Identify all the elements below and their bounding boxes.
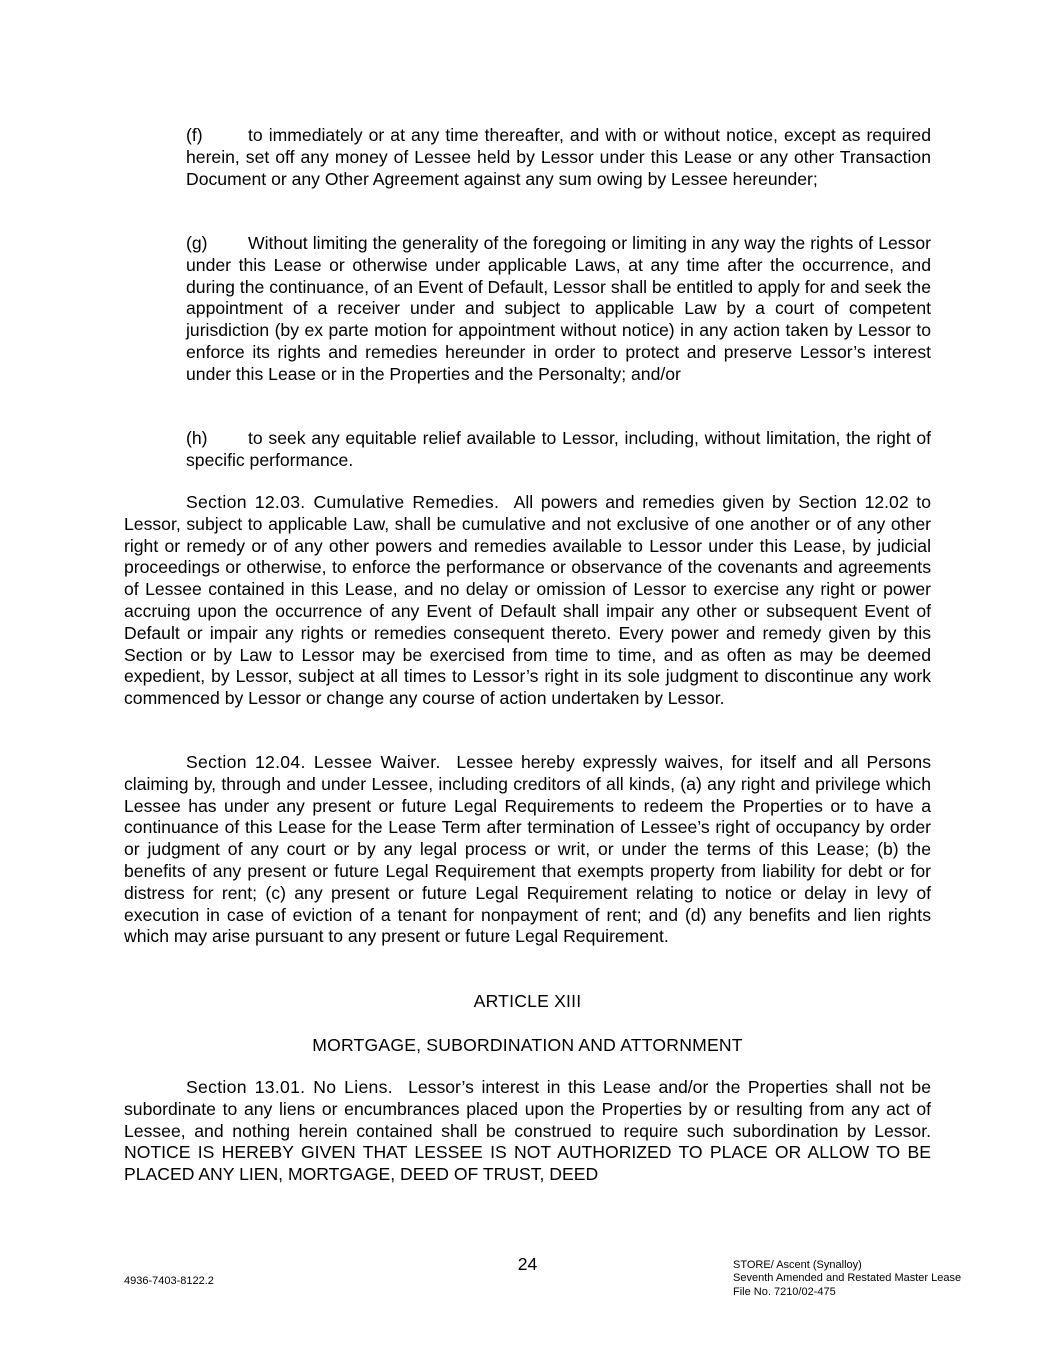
footer-line-2: Seventh Amended and Restated Master Lease (733, 1272, 962, 1285)
section-12-04-heading: Section 12.04. Lessee Waiver. (186, 752, 441, 772)
section-13-01 (124, 1077, 931, 1186)
section-12-03-text: All powers and remedies given by Section 12.02 to Lessor, subject to applicable Law, shall be cumulative and not exclusive of one another or of any other right or remedy or of any other powers and remedies available to Lessor under this Lease, by judicial proceedings or otherwise, to enforce the performance or observance of the covenants and agreements of Lessee contained in this Lease, and no delay or omission of Lessor to exercise any right or power accruing upon the occurrence of any Event of Default shall impair any other or subsequent Event of Default or impair any rights or remedies consequent thereto. Every power and remedy given by this Section or by Law to Lessor may be exercised from time to time, and as often as may be deemed expedient, by Lessor, subject at all times to Lessor’s right in its sole judgment to discontinue any work commenced by Lessor or change any course of action undertaken by Lessor. (124, 492, 931, 709)
paragraph-h-text: to seek any equitable relief available to Lessor, including, without limitation, the right of specific performance. (186, 428, 931, 470)
section-12-03-heading: Section 12.03. Cumulative Remedies. (186, 492, 500, 512)
paragraph-f-text: to immediately or at any time thereafter, and with or without notice, except as required herein, set off any money of Lessee held by Lessor under this Lease or any other Transaction Document or any Other Agreement against any sum owing by Lessee hereunder; (186, 125, 931, 189)
paragraph-h-label: (h) (186, 428, 208, 448)
footer-reference (733, 1259, 961, 1299)
article-title: MORTGAGE, SUBORDINATION AND ATTORNMENT (312, 1035, 743, 1055)
section-12-03 (124, 492, 931, 710)
paragraph-h (186, 428, 931, 472)
section-13-01-text: Lessor’s interest in this Lease and/or the Properties shall not be subordinate to any liens or encumbrances placed upon the Properties by or resulting from any act of Lessee, and nothing herein contained shall be construed to require such subordination by Lessor. NOTICE IS HEREBY GIVEN THAT LESSEE IS NOT AUTHORIZED TO PLACE OR ALLOW TO BE PLACED ANY LIEN, MORTGAGE, DEED OF TRUST, DEED (124, 1077, 932, 1185)
section-12-04-text: Lessee hereby expressly waives, for itself and all Persons claiming by, through and under Lessee, including creditors of all kinds, (a) any right and privilege which Lessee has under any present or future Legal Requirements to redeem the Properties or to have a continuance of this Lease for the Lease Term after termination of Lessee’s right of occupancy by order or judgment of any court or by any legal process or writ, or under the terms of this Lease; (b) the benefits of any present or future Legal Requirement that exempts property from liability for debt or for distress for rent; (c) any present or future Legal Requirement relating to notice or delay in levy of execution in case of eviction of a tenant for nonpayment of rent; and (d) any benefits and lien rights which may arise pursuant to any present or future Legal Requirement. (124, 752, 931, 947)
page-number: 24 (517, 1254, 538, 1274)
paragraph-f-label: (f) (186, 125, 203, 145)
article-heading: ARTICLE XIII (473, 991, 582, 1011)
document-id: 4936-7403-8122.2 (124, 1275, 214, 1287)
footer-line-3: File No. 7210/02-475 (733, 1285, 836, 1298)
paragraph-g-label: (g) (186, 233, 208, 253)
section-13-01-heading: Section 13.01. No Liens. (186, 1077, 393, 1097)
section-12-04 (124, 752, 931, 948)
footer-line-1: STORE/ Ascent (Synalloy) (733, 1259, 862, 1271)
paragraph-g-text: Without limiting the generality of the foregoing or limiting in any way the rights of Lessor under this Lease or otherwise under applicable Laws, at any time after the occurrence, and during the continuance, of an Event of Default, Lessor shall be entitled to apply for and seek the appointment of a receiver under and subject to applicable Law by a court of competent jurisdiction (by ex parte motion for appointment without notice) in any action taken by Lessor to enforce its rights and remedies hereunder in order to protect and preserve Lessor’s interest under this Lease or in the Properties and the Personalty; and/or (186, 233, 931, 384)
paragraph-f (186, 125, 931, 190)
paragraph-g (186, 233, 931, 386)
